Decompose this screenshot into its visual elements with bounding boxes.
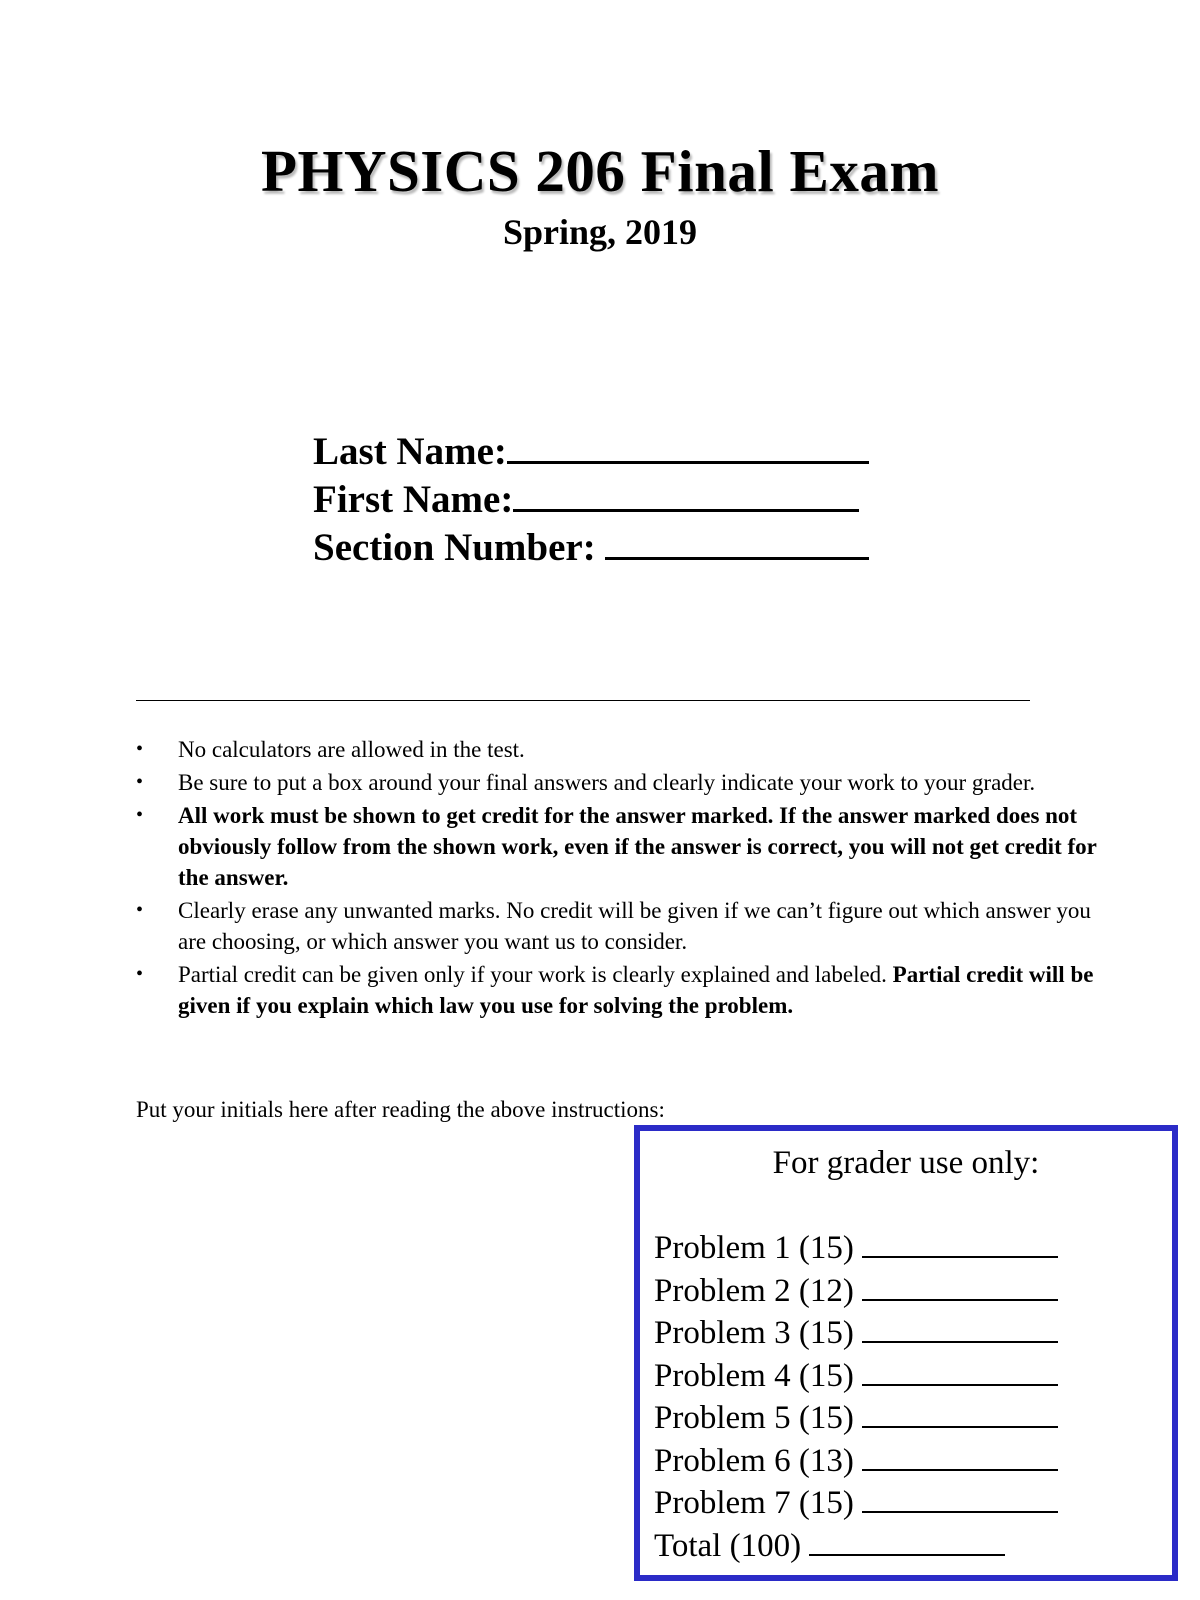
bullet-icon: • [136,899,144,921]
last-name-field[interactable] [313,428,869,476]
score-blank[interactable] [862,1273,1058,1301]
grader-row: Problem 7 (15) [654,1482,1058,1525]
bullet-icon: • [136,771,144,793]
grader-row: Problem 5 (15) [654,1397,1058,1440]
exam-title: PHYSICS 206 Final Exam [260,138,940,204]
first-name-label: First Name: [313,478,514,521]
grader-row: Problem 6 (13) [654,1440,1058,1483]
score-blank[interactable] [862,1358,1058,1386]
grader-row: Problem 1 (15) [654,1227,1058,1270]
instruction-item: • Clearly erase any unwanted marks. No credit will be given if we can’t figure out which answer you are choosing, or which answer you want us to consider. [136,895,1116,957]
first-name-field[interactable] [313,476,869,524]
section-number-field[interactable] [313,524,869,572]
instruction-item: • Be sure to put a box around your final answers and clearly indicate your work to your grader. [136,767,1116,798]
grader-row: Problem 2 (12) [654,1270,1058,1313]
instructions-list [136,734,1116,1023]
grader-box-title: For grader use only: [772,1145,1040,1181]
instruction-item: • No calculators are allowed in the test. [136,734,1116,765]
instruction-item: • All work must be shown to get credit for the answer marked. If the answer marked does not obviously follow from the shown work, even if the answer is correct, you will not get credit for the answer. [136,800,1116,893]
student-info-fields [313,428,869,572]
grader-row-total: Total (100) [654,1525,1058,1568]
bullet-icon: • [136,804,144,826]
grader-score-list [654,1227,1058,1567]
score-blank[interactable] [862,1400,1058,1428]
section-number-label: Section Number: [313,526,606,569]
score-blank[interactable] [862,1230,1058,1258]
grader-row: Problem 4 (15) [654,1355,1058,1398]
bullet-icon: • [136,738,144,760]
grader-row: Problem 3 (15) [654,1312,1058,1355]
initials-prompt: Put your initials here after reading the above instructions: [136,1097,665,1122]
bullet-icon: • [136,963,144,985]
instruction-item: • Partial credit can be given only if your work is clearly explained and labeled. Partial credit will be given if you explain which law you use for solving the problem. [136,959,1116,1021]
last-name-label: Last Name: [313,430,507,473]
score-blank[interactable] [862,1315,1058,1343]
grader-box [634,1125,1178,1581]
section-divider [136,700,1030,701]
score-blank[interactable] [809,1528,1005,1556]
exam-term: Spring, 2019 [502,212,698,252]
score-blank[interactable] [862,1485,1058,1513]
score-blank[interactable] [862,1443,1058,1471]
last-name-blank[interactable] [507,429,869,464]
section-number-blank[interactable] [605,525,869,560]
first-name-blank[interactable] [513,477,859,512]
